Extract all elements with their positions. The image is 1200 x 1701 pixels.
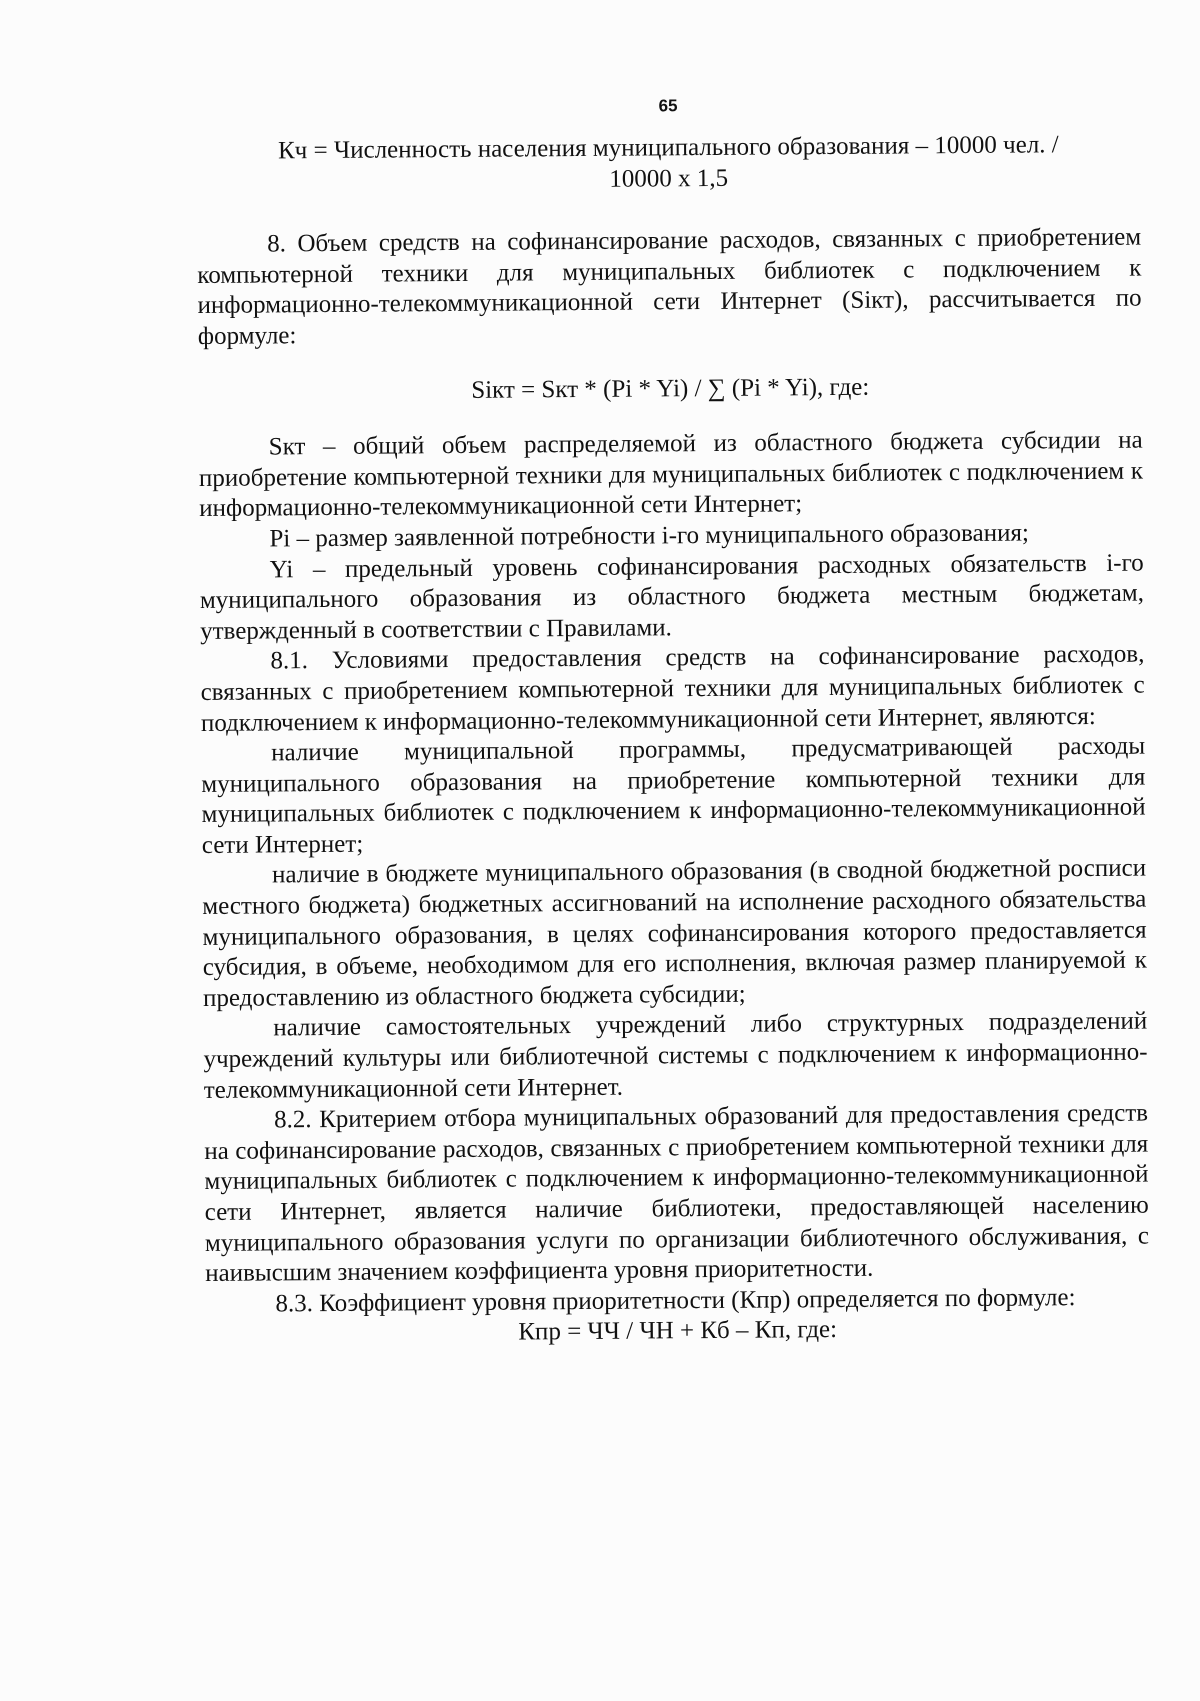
paragraph-8-3: 8.3. Коэффициент уровня приоритетности (Кпр) определяется по формуле: [275,1283,1076,1318]
formula-sikt: Siкт = Sкт * (Pi * Yi) / ∑ (Pi * Yi), где: [471,373,870,404]
definition-yi: Yi – предельный уровень софинансирования расходных обязательств i-го муниципального образования из областного бюджета местным бюджетам, утвержденный в соответствии с Правилами. [199,549,1145,645]
definition-pi: Pi – размер заявленной потребности i-го муниципального образования; [269,519,1029,553]
condition-2: наличие в бюджете муниципального образования (в сводной бюджетной росписи местного бюджета) бюджетных ассигнований на исполнение расходного обязательства муниципального образования, в целях софинансирования которого предоставляется субсидия, в объеме, необходимом для его исполнения, включая размер планируемой к предоставлению из областного бюджета субсидии; [202,855,1147,1012]
document-body [196,93,1150,1351]
definition-skt: Sкт – общий объем распределяемой из областного бюджета субсидии на приобретение компьютерной техники для муниципальных библиотек с подключением к информационно-телекоммуникационной сети Интернет; [198,426,1144,523]
formula-kch-line2: 10000 х 1,5 [609,164,729,193]
paragraph-8-1: 8.1. Условиями предоставления средств на софинансирование расходов, связанных с приобретением компьютерной техники для муниципальных библиотек с подключением к информационно-телекоммуникационной сети Интернет, являются: [200,640,1145,737]
paragraph-8: 8. Объем средств на софинансирование расходов, связанных с приобретением компьютерной техники для муниципальных библиотек с подключением к информационно-телекоммуникационной сети Интернет (Siкт), рассчитывается по формуле: [197,223,1142,350]
condition-1: наличие муниципальной программы, предусматривающей расходы муниципального образования на приобретение компьютерной техники для муниципальных библиотек с подключением к информационно-телекоммуникационной сети Интернет; [201,732,1146,859]
paragraph-8-2: 8.2. Критерием отбора муниципальных образований для предоставления средств на софинансирование расходов, связанных с приобретением компьютерной техники для муниципальных библиотек с подключением к информационно-телекоммуникационной сети Интернет, является наличие библиотеки, предоставляющей населению муниципального образования услуги по организации библиотечного обслуживания, с наивысшим значением коэффициента уровня приоритетности. [204,1099,1150,1288]
page-number: 65 [658,96,678,116]
formula-kpr: Кпр = ЧЧ / ЧН + Кб – Кп, где: [518,1316,838,1346]
condition-3: наличие самостоятельных учреждений либо структурных подразделений учреждений культуры или библиотечной системы с подключением к информационно-телекоммуникационной сети Интернет. [203,1007,1148,1104]
formula-kch-line1: Кч = Численность населения муниципального образования – 10000 чел. / [277,131,1059,165]
